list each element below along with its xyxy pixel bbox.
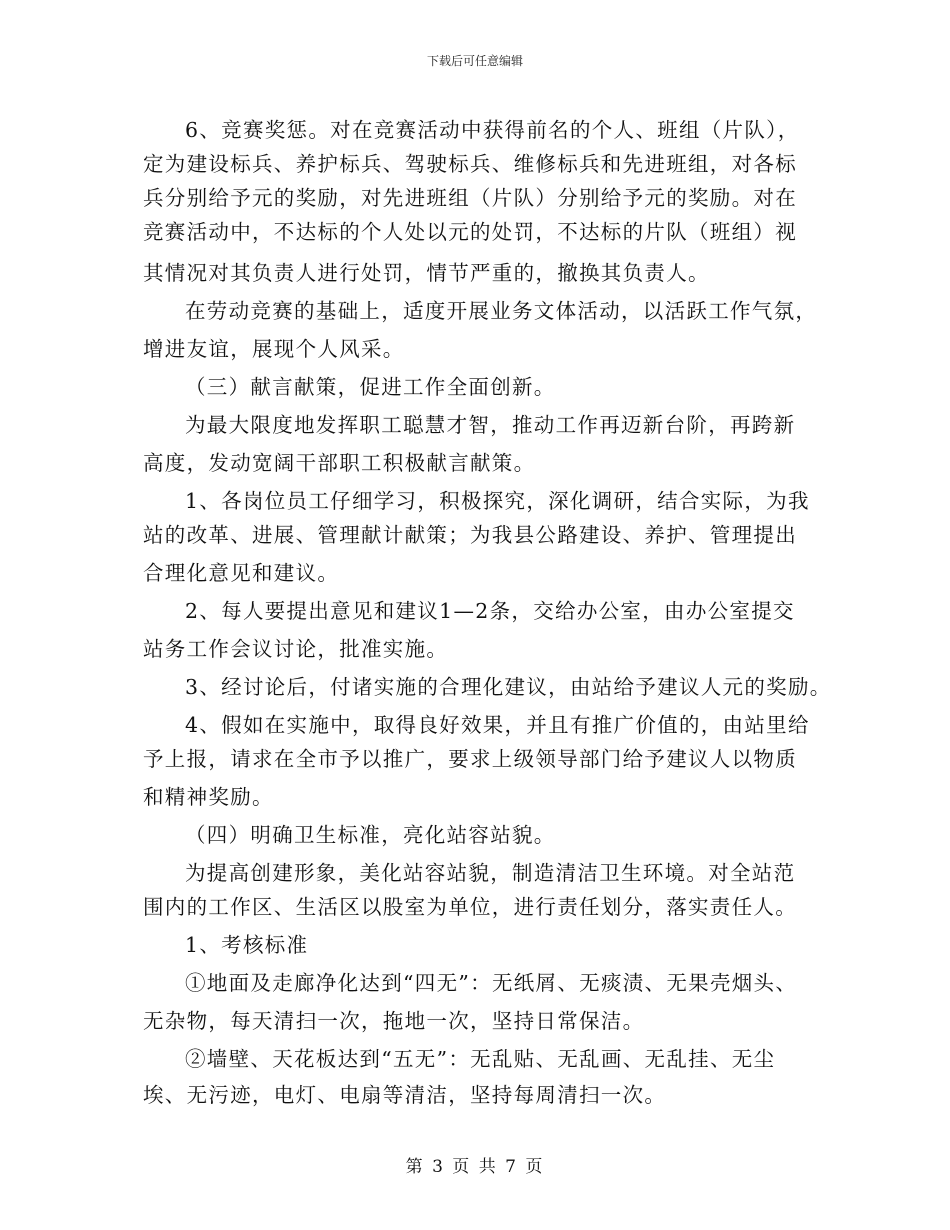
paragraph-line: 和精神奖励。 xyxy=(143,785,274,809)
paragraph-line: 定为建设标兵、养护标兵、驾驶标兵、维修标兵和先进班组，对各标 xyxy=(143,152,797,176)
paragraph-line: 1、考核标准 xyxy=(185,933,309,957)
paragraph-line: 站的改革、进展、管理献计献策；为我县公路建设、养护、管理提出 xyxy=(143,523,797,547)
paragraph-line: 兵分别给予元的奖励，对先进班组（片队）分别给予元的奖励。对在 xyxy=(143,186,797,210)
paragraph-line: 1、各岗位员工仔细学习，积极探究，深化调研，结合实际，为我 xyxy=(185,489,810,513)
paragraph-line: 为最大限度地发挥职工聪慧才智，推动工作再迈新台阶，再跨新 xyxy=(185,413,796,437)
section-heading: （四）明确卫生标准，亮化站容站貌。 xyxy=(185,823,556,847)
paragraph-line: 为提高创建形象，美化站容站貌，制造清洁卫生环境。对全站范 xyxy=(185,861,796,885)
paragraph-line: 竞赛活动中，不达标的个人处以元的处罚，不达标的片队（班组）视 xyxy=(143,220,797,244)
paragraph-line: 增进友谊，展现个人风采。 xyxy=(143,337,405,361)
paragraph-line: 6、竞赛奖惩。对在竞赛活动中获得前名的个人、班组（片队）， xyxy=(185,118,800,142)
paragraph-line: 在劳动竞赛的基础上，适度开展业务文体活动，以活跃工作气氛， xyxy=(185,299,818,323)
paragraph-line: 其情况对其负责人进行处罚，情节严重的，撤换其负责人。 xyxy=(143,261,710,285)
page-number-footer: 第 3 页 共 7 页 xyxy=(405,1157,545,1177)
paragraph-line: ①地面及走廊净化达到“四无”：无纸屑、无痰渍、无果壳烟头、 xyxy=(185,971,798,995)
paragraph-line: 予上报，请求在全市予以推广，要求上级领导部门给予建议人以物质 xyxy=(143,747,797,771)
paragraph-line: 3、经讨论后，付诸实施的合理化建议，由站给予建议人元的奖励。 xyxy=(185,675,832,699)
paragraph-line: 站务工作会议讨论，批准实施。 xyxy=(143,637,449,661)
paragraph-line: 埃、无污迹，电灯、电扇等清洁，坚持每周清扫一次。 xyxy=(143,1083,667,1107)
page-header-note: 下载后可任意编辑 xyxy=(426,54,523,68)
paragraph-line: 高度，发动宽阔干部职工积极献言献策。 xyxy=(143,451,536,475)
paragraph-line: 围内的工作区、生活区以股室为单位，进行责任划分，落实责任人。 xyxy=(143,895,797,919)
paragraph-line: 4、假如在实施中，取得良好效果，并且有推广价值的，由站里给 xyxy=(185,713,810,737)
paragraph-line: ②墙壁、天花板达到“五无”：无乱贴、无乱画、无乱挂、无尘 xyxy=(185,1047,776,1071)
paragraph-line: 无杂物，每天清扫一次，拖地一次，坚持日常保洁。 xyxy=(143,1009,645,1033)
section-heading: （三）献言献策，促进工作全面创新。 xyxy=(185,375,556,399)
paragraph-line: 合理化意见和建议。 xyxy=(143,561,340,585)
paragraph-line: 2、每人要提出意见和建议1—2条，交给办公室，由办公室提交 xyxy=(185,599,795,623)
